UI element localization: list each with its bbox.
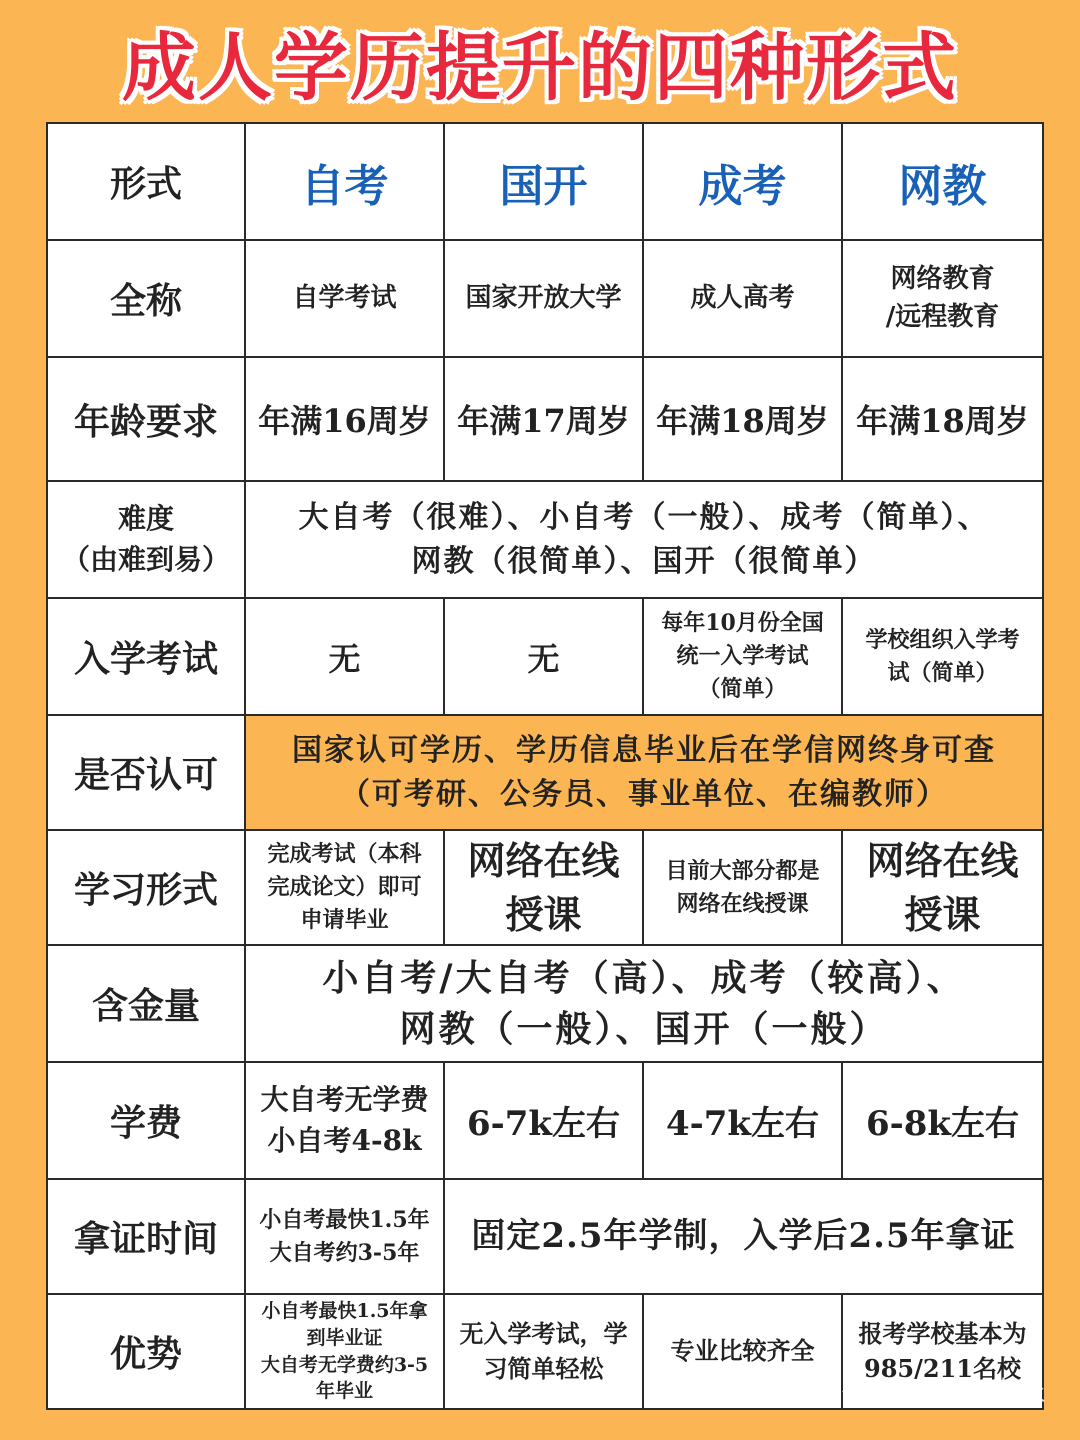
advantage-zikao — [245, 1294, 444, 1409]
difficulty-summary — [245, 481, 1043, 598]
advantage-chengkao: 专业比较齐全 — [643, 1294, 842, 1409]
study-guokai-line2: 授课 — [505, 891, 582, 937]
form-wangjiao: 网教 — [842, 123, 1043, 240]
tuition-guokai: 6-7k左右 — [444, 1062, 643, 1179]
row-header-form: 形式 — [47, 123, 245, 240]
study-wangjiao-line2: 授课 — [904, 891, 981, 937]
comparison-table — [46, 122, 1044, 1410]
fullname-guokai: 国家开放大学 — [444, 240, 643, 357]
study-guokai — [444, 830, 643, 945]
difficulty-line2: 网教（很简单）、国开（很简单） — [411, 543, 877, 579]
recognized-summary — [245, 715, 1043, 830]
advantage-guokai-line1: 无入学考试，学 — [459, 1318, 628, 1348]
cert-zikao-line2: 大自考约3-5年 — [269, 1239, 420, 1266]
entrance-wangjiao — [842, 598, 1043, 715]
age-guokai: 年满17周岁 — [444, 357, 643, 481]
entrance-guokai: 无 — [444, 598, 643, 715]
age-zikao: 年满16周岁 — [245, 357, 444, 481]
fullname-wangjiao-line2: /远程教育 — [885, 301, 1000, 332]
entrance-chengkao-line3: （简单） — [698, 676, 787, 702]
difficulty-line1: 大自考（很难）、小自考（一般）、成考（简单）、 — [298, 500, 990, 535]
value-line1: 小自考/大自考（高）、成考（较高）、 — [322, 957, 966, 1000]
tuition-zikao-line1: 大自考无学费 — [260, 1082, 429, 1116]
study-wangjiao — [842, 830, 1043, 945]
advantage-zikao-line4: 年毕业 — [315, 1380, 373, 1403]
value-line2: 网教（一般）、国开（一般） — [399, 1007, 889, 1050]
fullname-chengkao: 成人高考 — [643, 240, 842, 357]
row-header-fullname: 全称 — [47, 240, 245, 357]
study-wangjiao-line1: 网络在线 — [866, 838, 1019, 884]
entrance-chengkao-line2: 统一入学考试 — [676, 643, 809, 669]
entrance-chengkao-line1: 每年10月份全国 — [661, 610, 824, 636]
page-title: 成人学历提升的四种形式 — [122, 25, 958, 111]
study-guokai-line1: 网络在线 — [467, 838, 620, 884]
tuition-zikao-line2: 小自考4-8k — [267, 1123, 422, 1157]
advantage-wangjiao-line1: 报考学校基本为 — [858, 1318, 1027, 1348]
form-guokai: 国开 — [444, 123, 643, 240]
entrance-wangjiao-line1: 学校组织入学考 — [865, 626, 1020, 653]
study-zikao-line2: 完成论文）即可 — [267, 874, 422, 900]
cert-zikao — [245, 1179, 444, 1294]
fullname-wangjiao-line1: 网络教育 — [890, 263, 995, 294]
row-value — [47, 945, 1043, 1062]
entrance-zikao: 无 — [245, 598, 444, 715]
row-study — [47, 830, 1043, 945]
row-header-age: 年龄要求 — [47, 357, 245, 481]
advantage-zikao-line3: 大自考无学费约3-5 — [260, 1353, 429, 1376]
difficulty-label-line2: （由难到易） — [61, 542, 230, 576]
study-chengkao — [643, 830, 842, 945]
row-entrance — [47, 598, 1043, 715]
row-header-tuition: 学费 — [47, 1062, 245, 1179]
age-wangjiao: 年满18周岁 — [842, 357, 1043, 481]
form-chengkao: 成考 — [643, 123, 842, 240]
row-header-entrance: 入学考试 — [47, 598, 245, 715]
study-zikao-line1: 完成考试（本科 — [267, 841, 422, 867]
advantage-zikao-line2: 到毕业证 — [306, 1326, 383, 1349]
advantage-guokai — [444, 1294, 643, 1409]
row-header-difficulty — [47, 481, 245, 598]
row-fullname — [47, 240, 1043, 357]
row-form — [47, 123, 1043, 240]
tuition-chengkao: 4-7k左右 — [643, 1062, 842, 1179]
cert-others: 固定2.5年学制，入学后2.5年拿证 — [444, 1179, 1043, 1294]
tuition-wangjiao: 6-8k左右 — [842, 1062, 1043, 1179]
row-header-advantage: 优势 — [47, 1294, 245, 1409]
row-cert — [47, 1179, 1043, 1294]
value-summary — [245, 945, 1043, 1062]
tuition-zikao — [245, 1062, 444, 1179]
entrance-chengkao — [643, 598, 842, 715]
advantage-guokai-line2: 习简单轻松 — [483, 1353, 604, 1383]
entrance-wangjiao-line2: 试（简单） — [887, 659, 998, 686]
row-tuition — [47, 1062, 1043, 1179]
fullname-wangjiao — [842, 240, 1043, 357]
study-zikao-line3: 申请毕业 — [300, 907, 389, 933]
watermark: 知乎 @自考皮卡丘 — [813, 1375, 1046, 1408]
recognized-line1: 国家认可学历、学历信息毕业后在学信网终身可查 — [292, 733, 996, 768]
study-chengkao-line1: 目前大部分都是 — [665, 857, 820, 884]
study-chengkao-line2: 网络在线授课 — [676, 890, 809, 917]
row-header-recognized: 是否认可 — [47, 715, 245, 830]
row-recognized — [47, 715, 1043, 830]
study-zikao — [245, 830, 444, 945]
difficulty-label-line1: 难度 — [117, 501, 174, 535]
advantage-wangjiao-line2: 985/211名校 — [864, 1353, 1021, 1383]
cert-zikao-line1: 小自考最快1.5年 — [259, 1206, 430, 1233]
advantage-zikao-line1: 小自考最快1.5年拿 — [261, 1300, 428, 1323]
recognized-line2: （可考研、公务员、事业单位、在编教师） — [340, 776, 948, 812]
form-zikao: 自考 — [245, 123, 444, 240]
fullname-zikao: 自学考试 — [245, 240, 444, 357]
row-difficulty — [47, 481, 1043, 598]
comparison-table-wrapper — [46, 122, 1042, 1408]
age-chengkao: 年满18周岁 — [643, 357, 842, 481]
row-header-cert: 拿证时间 — [47, 1179, 245, 1294]
row-age — [47, 357, 1043, 481]
row-header-study: 学习形式 — [47, 830, 245, 945]
row-header-value: 含金量 — [47, 945, 245, 1062]
